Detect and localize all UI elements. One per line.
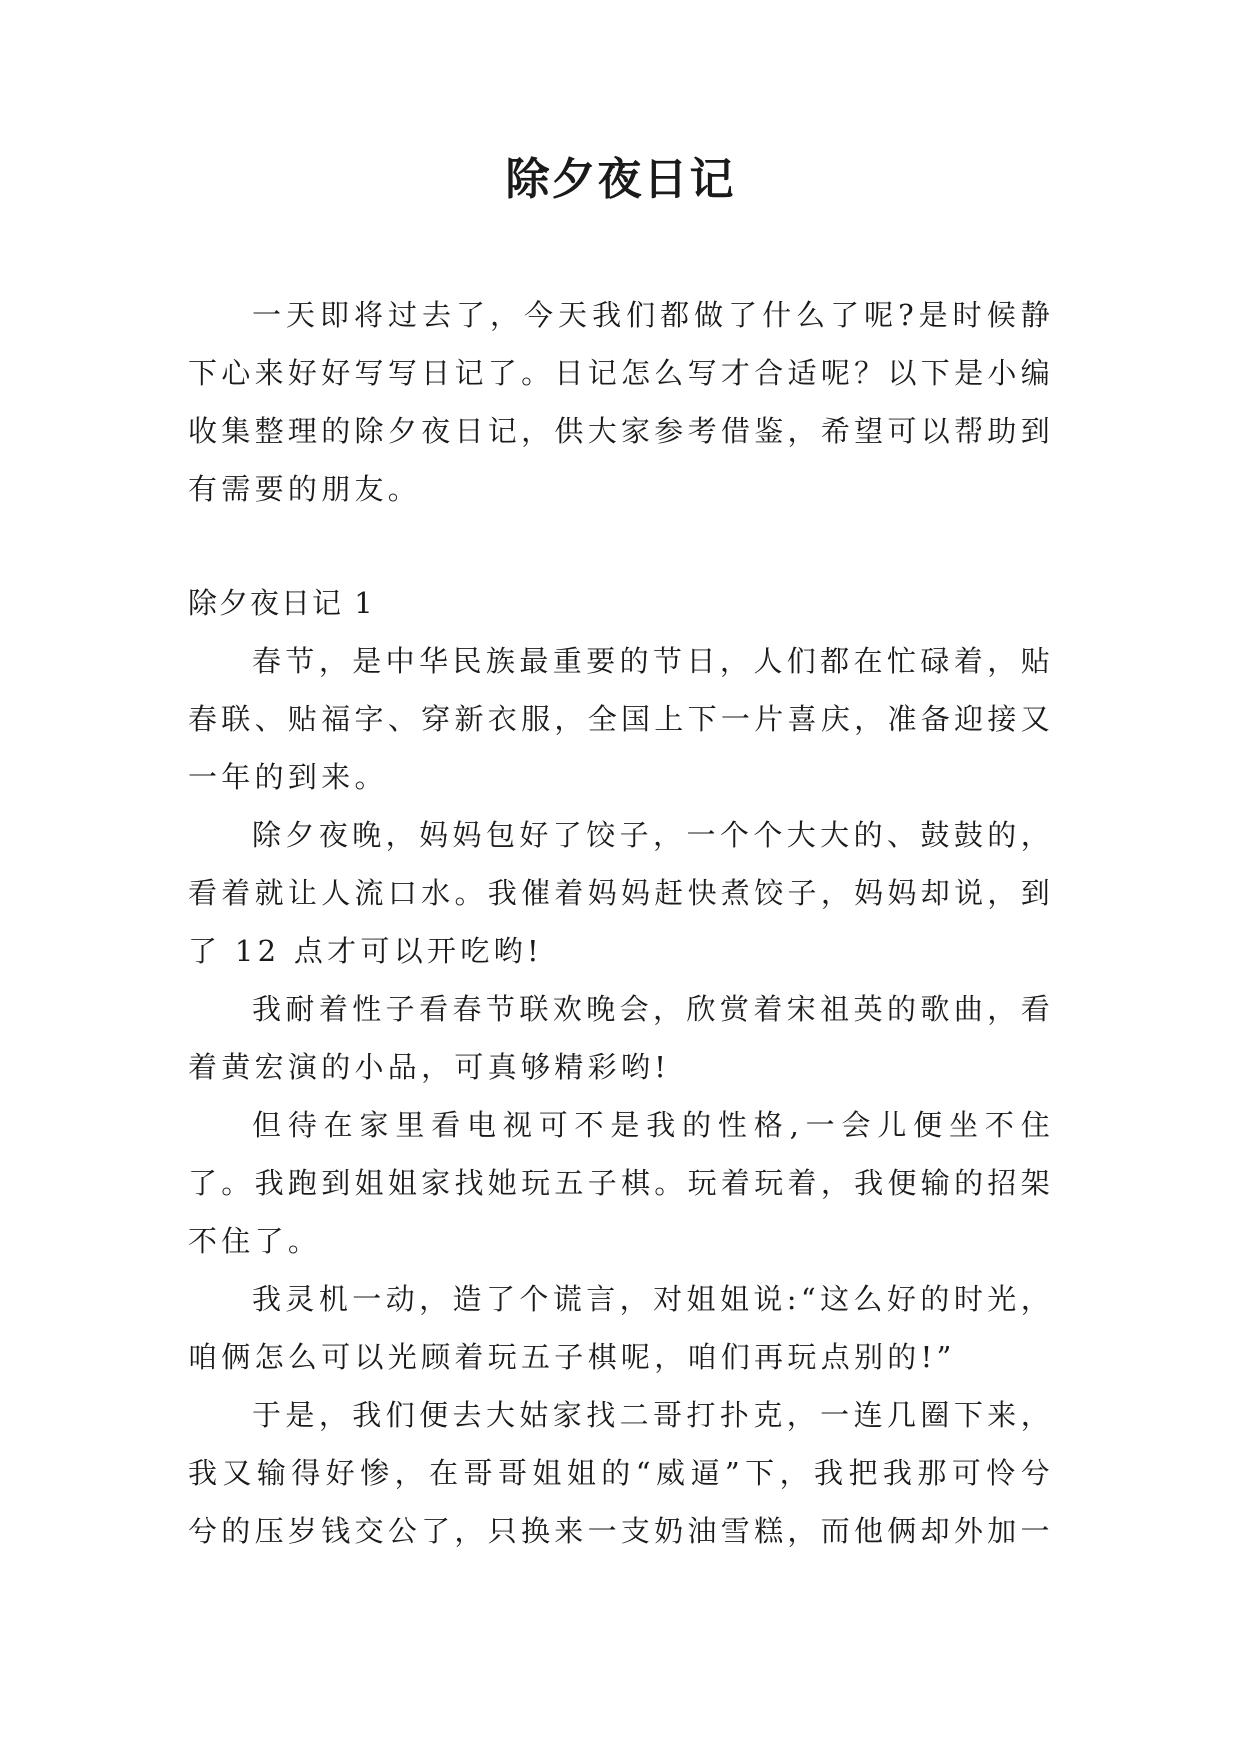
intro-paragraph: 一天即将过去了，今天我们都做了什么了呢?是时候静下心来好好写写日记了。日记怎么写才合适呢？以下是小编收集整理的除夕夜日记，供大家参考借鉴，希望可以帮助到有需要的朋友。 [188,298,1054,506]
body-paragraph: 但待在家里看电视可不是我的性格,一会儿便坐不住了。我跑到姐姐家找她玩五子棋。玩着玩着，我便输的招架不住了。 [188,1108,1054,1258]
body-paragraph: 我灵机一动，造了个谎言，对姐姐说:“这么好的时光，咱俩怎么可以光顾着玩五子棋呢，咱们再玩点别的!” [188,1282,1054,1374]
document-body [188,286,1054,1560]
body-paragraph: 春节，是中华民族最重要的节日，人们都在忙碌着，贴春联、贴福字、穿新衣服，全国上下一片喜庆，准备迎接又一年的到来。 [188,644,1054,794]
body-paragraph: 于是，我们便去大姑家找二哥打扑克，一连几圈下来，我又输得好惨，在哥哥姐姐的“威逼”下，我把我那可怜兮兮的压岁钱交公了，只换来一支奶油雪糕，而他俩却外加一 [188,1398,1054,1548]
body-paragraph: 除夕夜晚，妈妈包好了饺子，一个个大大的、鼓鼓的，看着就让人流口水。我催着妈妈赶快煮饺子，妈妈却说，到了 12 点才可以开吃哟! [188,818,1054,968]
section-heading: 除夕夜日记 1 [188,586,375,620]
body-paragraph: 我耐着性子看春节联欢晚会，欣赏着宋祖英的歌曲，看着黄宏演的小品，可真够精彩哟! [188,992,1054,1084]
document-title: 除夕夜日记 [505,154,736,205]
